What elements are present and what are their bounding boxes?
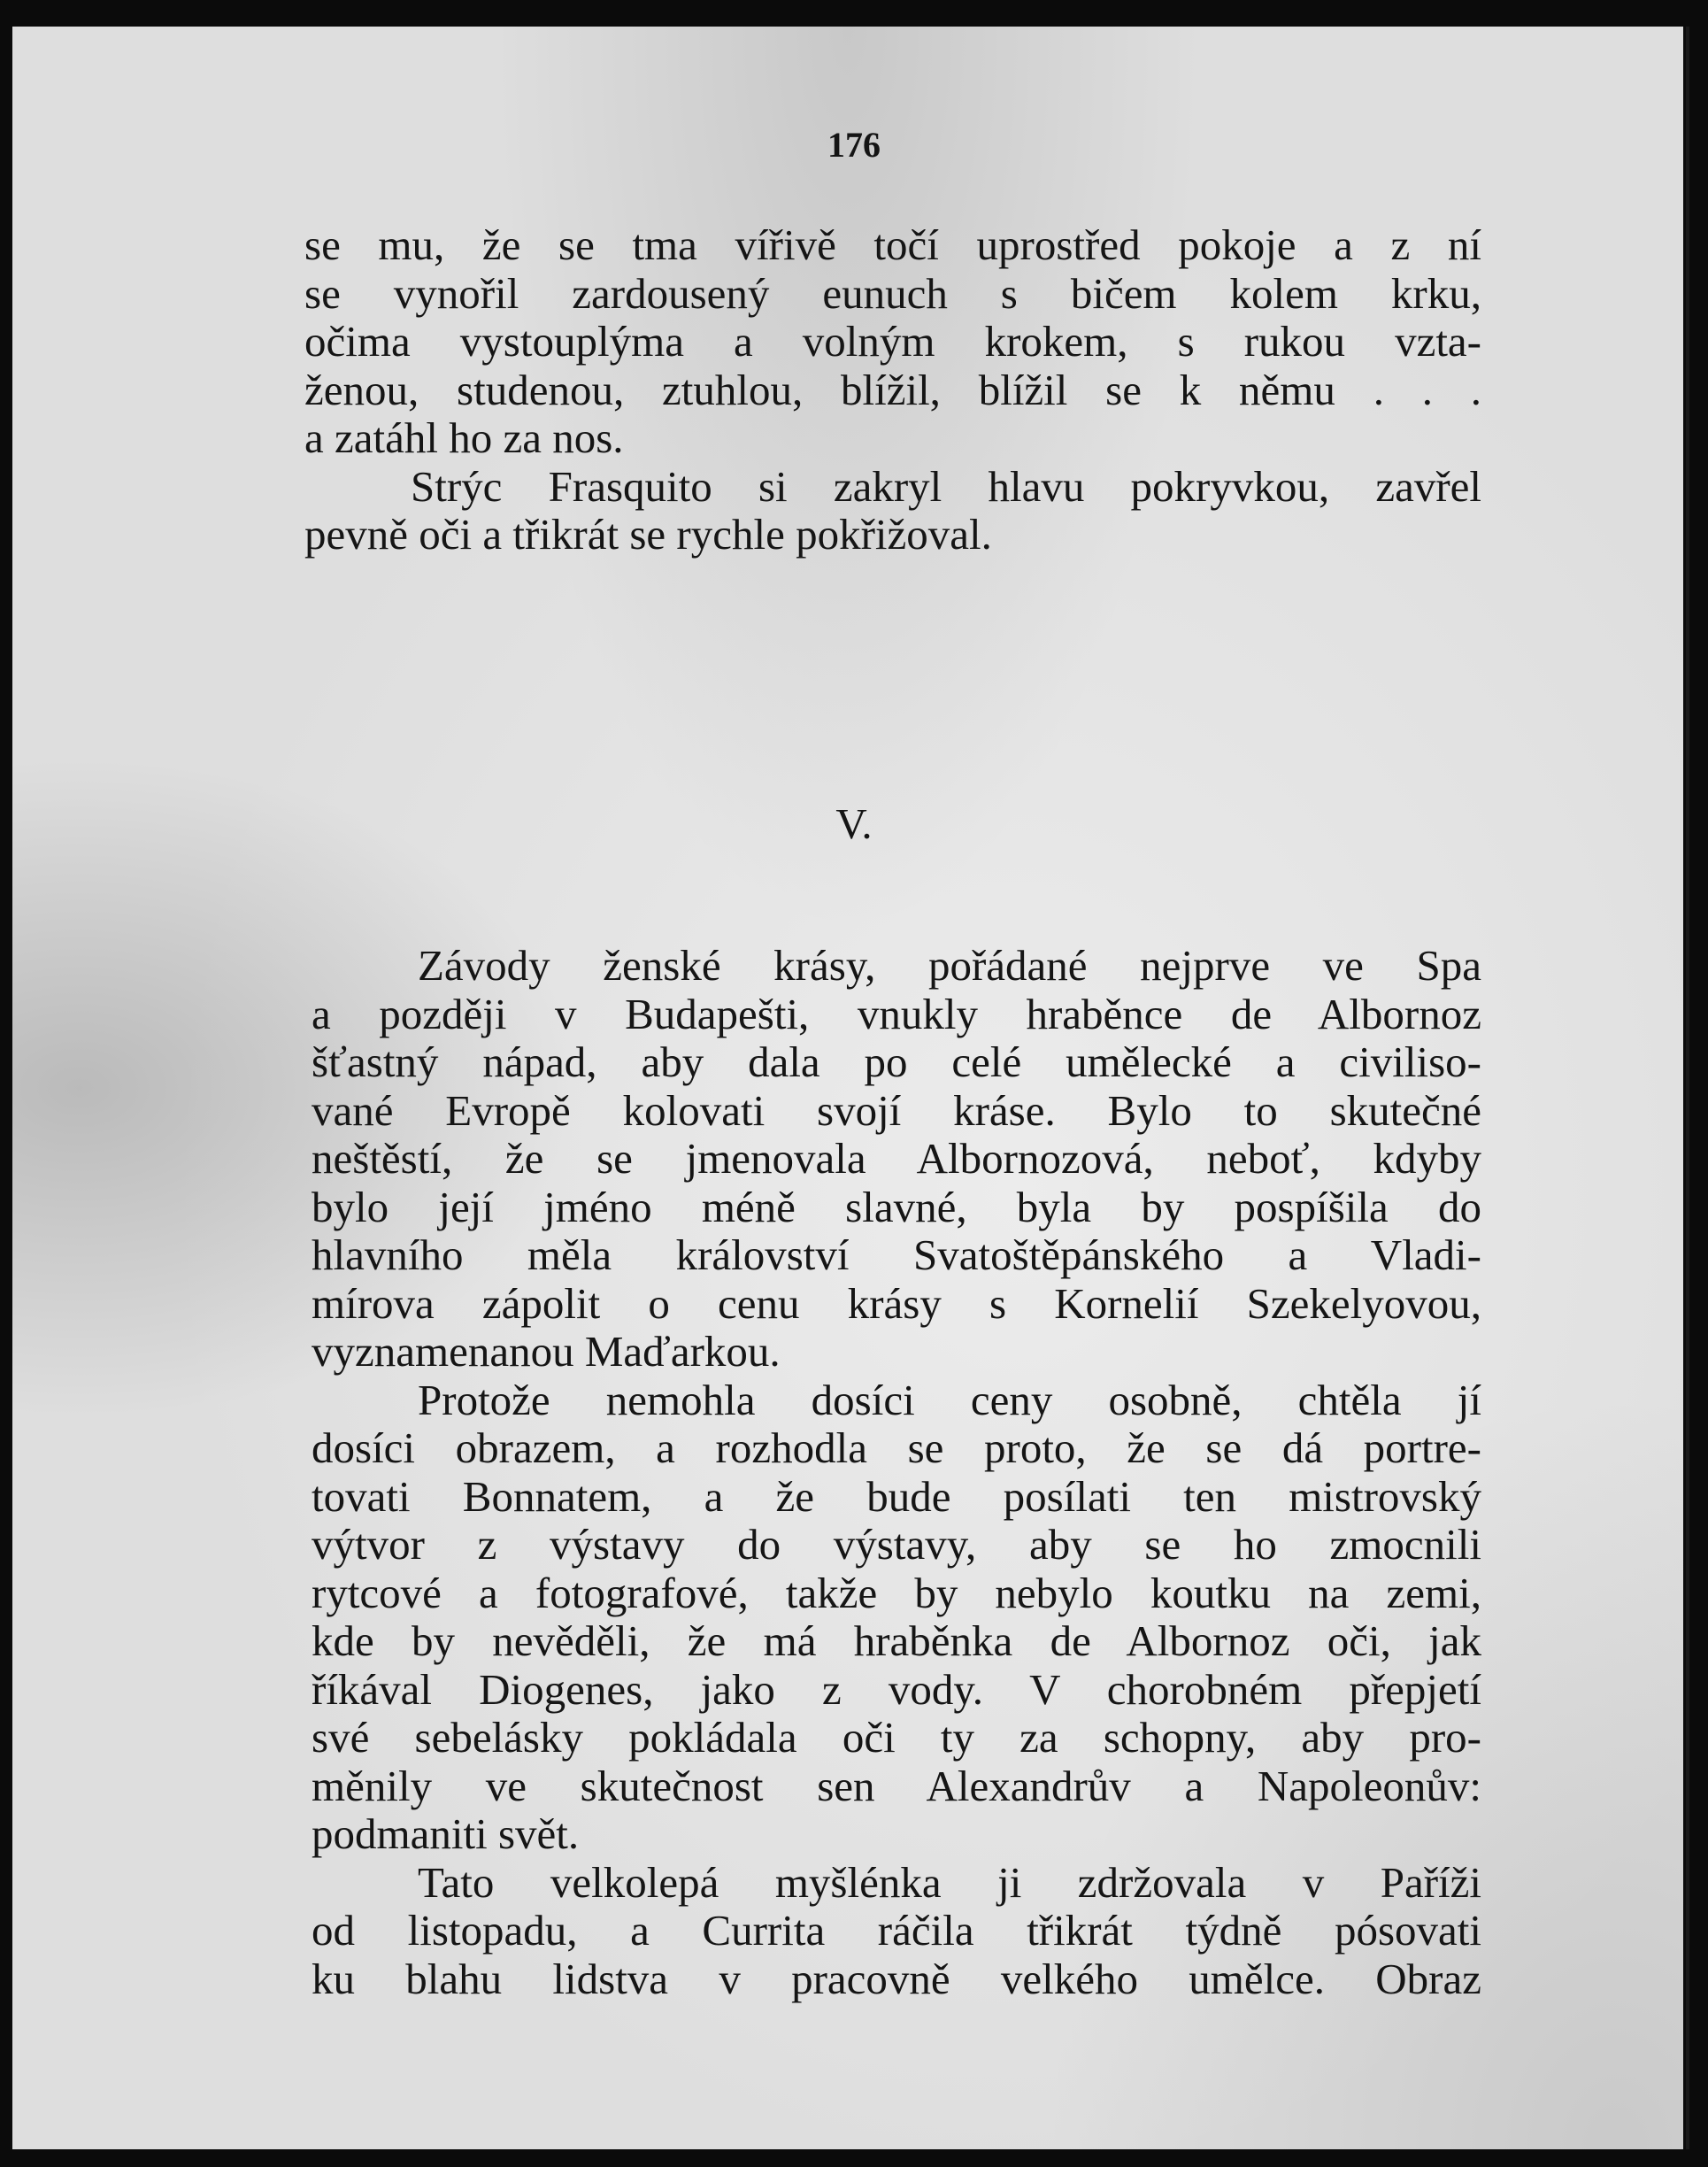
text-line: se vynořil zardousený eunuch s bičem kolem krku,	[304, 268, 1481, 318]
text-line: Strýc Frasquito si zakryl hlavu pokryvkou, zavřel	[411, 461, 1481, 511]
text-line: kde by nevěděli, že má hraběnka de Albornoz oči, jak	[312, 1616, 1481, 1665]
text-line: říkával Diogenes, jako z vody. V chorobném přepjetí	[312, 1664, 1481, 1714]
text-line: očima vystouplýma a volným krokem, s rukou vzta-	[304, 317, 1481, 366]
text-line: Závody ženské krásy, pořádané nejprve ve Spa	[418, 941, 1481, 990]
text-line: neštěstí, že se jmenovala Albornozová, neboť, kdyby	[312, 1134, 1481, 1183]
text-line: ženou, studenou, ztuhlou, blížil, blížil se k němu . . .	[304, 365, 1481, 414]
text-line: od listopadu, a Currita ráčila třikrát týdně pósovati	[312, 1906, 1481, 1955]
section-heading: V.	[835, 799, 873, 848]
text-line: dosíci obrazem, a rozhodla se proto, že se dá portre-	[312, 1423, 1481, 1472]
text-line: mírova zápolit o cenu krásy s Kornelií Szekelyovou,	[312, 1278, 1481, 1328]
text-line: a zatáhl ho za nos.	[304, 413, 624, 462]
text-line: vané Evropě kolovati svojí kráse. Bylo to skutečné	[312, 1085, 1481, 1135]
text-line: pevně oči a třikrát se rychle pokřižoval.	[304, 510, 992, 559]
text-line: výtvor z výstavy do výstavy, aby se ho zmocnili	[312, 1520, 1481, 1569]
text-line: se mu, že se tma vířivě točí uprostřed pokoje a z ní	[304, 220, 1481, 269]
section-v	[304, 798, 1481, 936]
text-line: měnily ve skutečnost sen Alexandrův a Napoleonův:	[312, 1761, 1481, 1810]
text-after-section	[312, 942, 1481, 2003]
text-line: hlavního měla království Svatoštěpánského a Vladi-	[312, 1230, 1481, 1279]
text-line: ku blahu lidstva v pracovně velkého umělce. Obraz	[312, 1954, 1481, 2003]
text-line: a později v Budapešti, vnukly hraběnce de Albornoz	[312, 989, 1481, 1038]
text-line: rytcové a fotografové, takže by nebylo koutku na zemi,	[312, 1568, 1481, 1617]
page-number: 176	[827, 125, 881, 165]
text-before-section	[304, 221, 1481, 559]
text-line: podmaniti svět.	[312, 1809, 580, 1858]
text-line: Tato velkolepá myšlénka ji zdržovala v Paříži	[418, 1857, 1481, 1907]
text-line: šťastný nápad, aby dala po celé umělecké a civiliso-	[312, 1037, 1481, 1086]
binding-edge	[1686, 27, 1689, 2149]
text-line: své sebelásky pokládala oči ty za schopny, aby pro-	[312, 1713, 1481, 1762]
text-line: Protože nemohla dosíci ceny osobně, chtěla jí	[418, 1375, 1481, 1424]
text-line: tovati Bonnatem, a že bude posílati ten mistrovský	[312, 1471, 1481, 1521]
text-line: vyznamenanou Maďarkou.	[312, 1327, 781, 1376]
text-line: bylo její jméno méně slavné, byla by pospíšila do	[312, 1182, 1481, 1231]
